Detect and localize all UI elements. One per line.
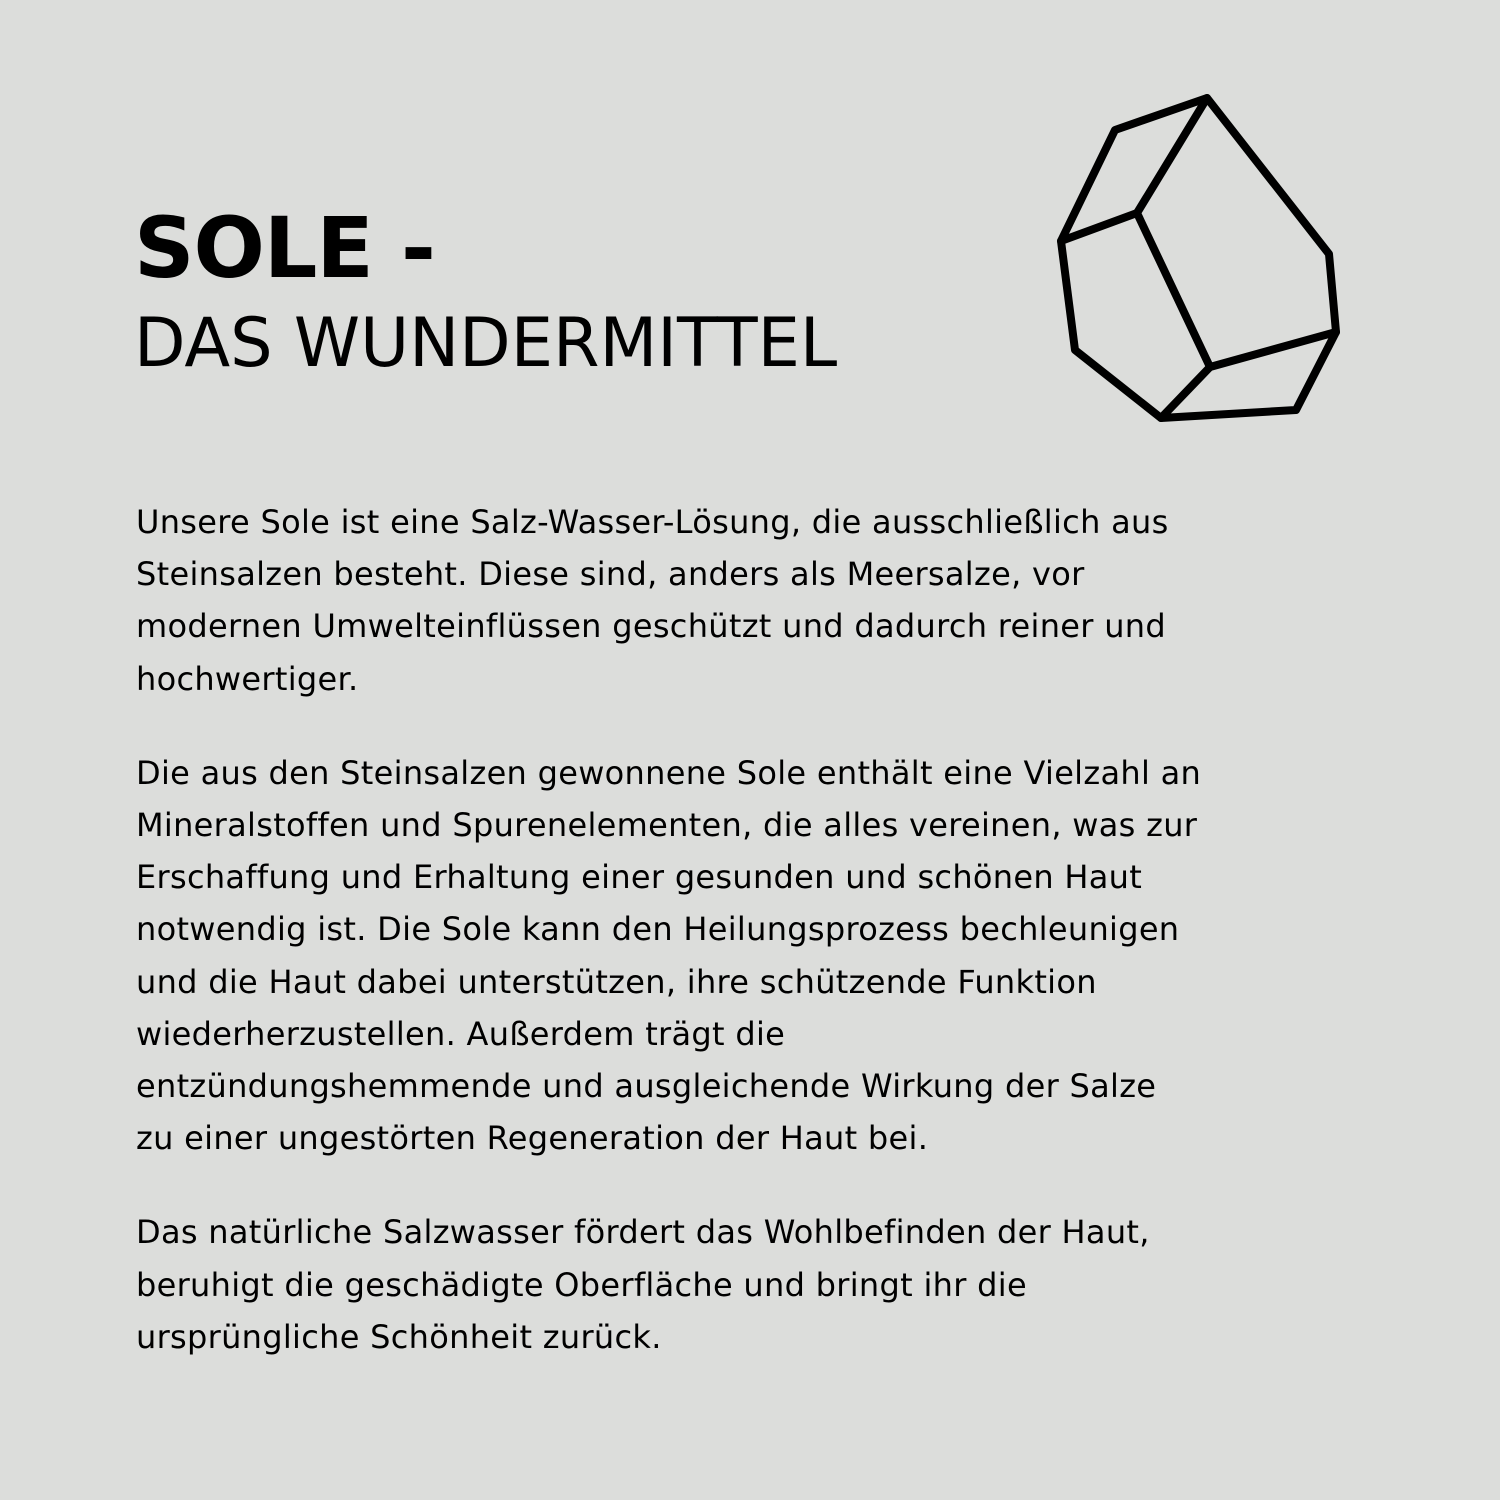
text-line: entzündungshemmende und ausgleichende Wirkung der Salze: [136, 1067, 1157, 1106]
page-subtitle: DAS WUNDERMITTEL: [134, 304, 838, 383]
paragraph-3: [136, 1206, 1376, 1363]
text-line: und die Haut dabei unterstützen, ihre schützende Funktion: [136, 962, 1097, 1001]
paragraph-2: [136, 747, 1376, 1165]
text-line: Steinsalzen besteht. Diese sind, anders als Meersalze, vor: [136, 555, 1085, 594]
text-line: ursprüngliche Schönheit zurück.: [136, 1317, 662, 1356]
title-block: [134, 196, 1034, 388]
text-line: zu einer ungestörten Regeneration der Haut bei.: [136, 1119, 929, 1158]
body-text: [136, 496, 1376, 1405]
text-line: modernen Umwelteinflüssen geschützt und dadurch reiner und: [136, 607, 1166, 646]
paragraph-1: [136, 496, 1376, 705]
text-line: wiederherzustellen. Außerdem trägt die: [136, 1014, 786, 1053]
text-line: notwendig ist. Die Sole kann den Heilungsprozess bechleunigen: [136, 910, 1180, 949]
text-line: Erschaffung und Erhaltung einer gesunden und schönen Haut: [136, 858, 1143, 897]
salt-crystal-icon: [1040, 80, 1360, 440]
text-line: hochwertiger.: [136, 659, 359, 698]
text-line: beruhigt die geschädigte Oberfläche und bringt ihr die: [136, 1265, 1027, 1304]
text-line: Die aus den Steinsalzen gewonnene Sole enthält eine Vielzahl an: [136, 753, 1202, 792]
page-title: SOLE -: [134, 199, 435, 297]
text-line: Das natürliche Salzwasser fördert das Wohlbefinden der Haut,: [136, 1213, 1150, 1252]
text-line: Mineralstoffen und Spurenelementen, die alles vereinen, was zur: [136, 806, 1198, 845]
text-line: Unsere Sole ist eine Salz-Wasser-Lösung, die ausschließlich aus: [136, 503, 1169, 541]
